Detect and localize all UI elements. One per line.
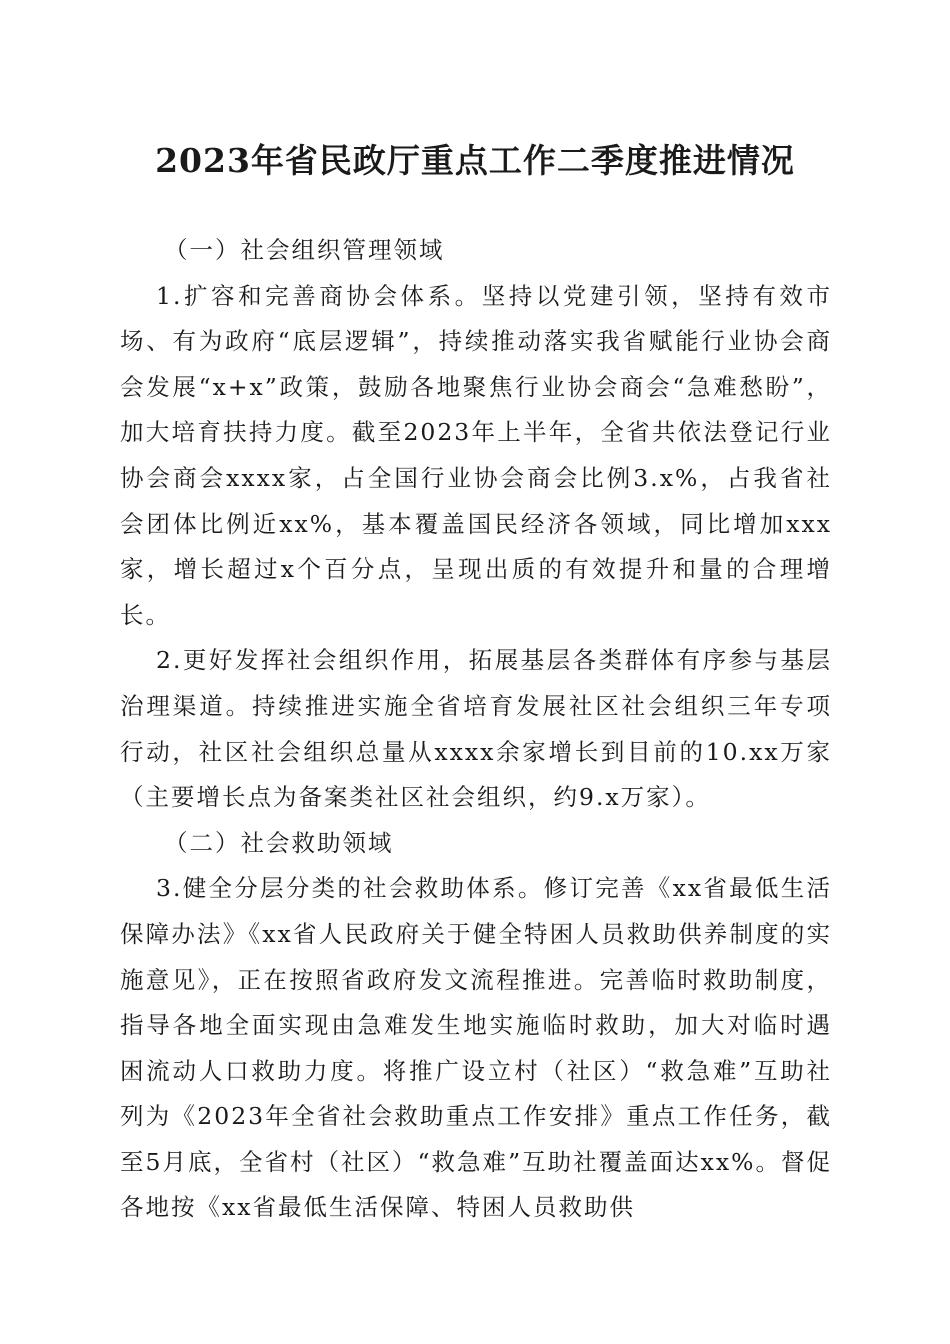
paragraph: 1.扩容和完善商协会体系。坚持以党建引领，坚持有效市场、有为政府“底层逻辑”，持续推动落实我省赋能行业协会商会发展“x+x”政策，鼓励各地聚焦行业协会商会“急难愁盼”，加大培育扶持力度。截至2023年上半年，全省共依法登记行业协会商会xxxx家，占全国行业协会商会比例3.x%，占我省社会团体比例近xx%，基本覆盖国民经济各领域，同比增加xxx家，增长超过x个百分点，呈现出质的有效提升和量的合理增长。 xyxy=(120,281,832,629)
document-title: 2023年省民政厅重点工作二季度推进情况 xyxy=(155,141,795,180)
section-heading: （二）社会救助领域 xyxy=(164,828,394,857)
paragraph: 3.健全分层分类的社会救助体系。修订完善《xx省最低生活保障办法》《xx省人民政府关于健全特困人员救助供养制度的实施意见》，正在按照省政府发文流程推进。完善临时救助制度，指导各地全面实现由急难发生地实施临时救助，加大对临时遇困流动人口救助力度。将推广设立村（社区）“救急难”互助社列为《2023年全省社会救助重点工作安排》重点工作任务，截至5月底，全省村（社区）“救急难”互助社覆盖面达xx%。督促各地按《xx省最低生活保障、特困人员救助供 xyxy=(120,874,832,1222)
paragraph: 2.更好发挥社会组织作用，拓展基层各类群体有序参与基层治理渠道。持续推进实施全省培育发展社区社会组织三年专项行动，社区社会组织总量从xxxx余家增长到目前的10.xx万家（主要增长点为备案类社区社会组织，约9.x万家）。 xyxy=(120,646,832,812)
section-heading: （一）社会组织管理领域 xyxy=(164,236,445,264)
document-body xyxy=(120,228,832,1231)
